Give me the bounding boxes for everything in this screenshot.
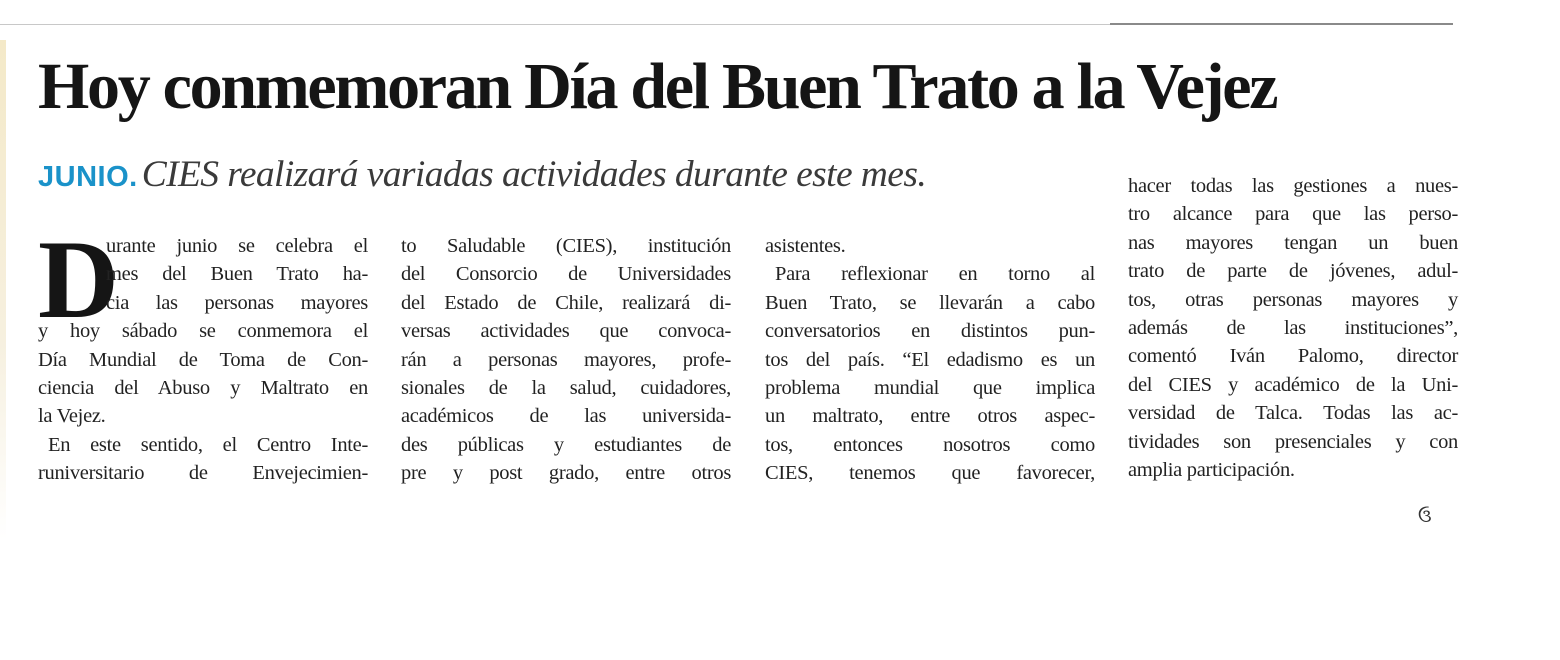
page-edge [0,40,6,540]
body-line: tos del país. “El edadismo es un [765,348,1095,371]
body-line: trato de parte de jóvenes, adul- [1128,260,1458,283]
subhead-text: CIES realizará variadas actividades durante este mes. [141,154,927,195]
body-line: Para reflexionar en torno al [775,263,1095,286]
body-line: y hoy sábado se conmemora el [38,320,368,343]
body-line: Buen Trato, se llevarán a cabo [765,291,1095,314]
top-rule-accent [1110,23,1453,25]
article-column-4 [1128,172,1458,484]
body-line: un maltrato, entre otros aspec- [765,405,1095,428]
body-line: Día Mundial de Toma de Con- [38,348,368,371]
body-line: amplia participación. [1128,458,1295,481]
body-line: además de las instituciones”, [1128,316,1458,339]
body-line: tividades son presenciales y con [1128,430,1458,453]
body-line: del Consorcio de Universidades [401,263,731,286]
body-line: ciencia del Abuso y Maltrato en [38,376,368,399]
body-line: comentó Iván Palomo, director [1128,345,1458,368]
body-line: del CIES y académico de la Uni- [1128,373,1458,396]
body-line: conversatorios en distintos pun- [765,320,1095,343]
article-column-2 [401,232,731,488]
subheading [38,148,1108,209]
body-line: académicos de las universida- [401,405,731,428]
body-line: del Estado de Chile, realizará di- [401,291,731,314]
body-line: versas actividades que convoca- [401,320,731,343]
body-line: sionales de la salud, cuidadores, [401,376,731,399]
body-line: hacer todas las gestiones a nues- [1128,175,1458,197]
body-line: asistentes. [765,235,846,257]
body-line: mes del Buen Trato ha- [106,263,368,286]
body-line: tro alcance para que las perso- [1128,203,1458,226]
body-line: tos, entonces nosotros como [765,433,1095,456]
body-line: versidad de Talca. Todas las ac- [1128,402,1458,425]
headline: Hoy conmemoran Día del Buen Trato a la Vejez [38,50,1277,123]
body-line: CIES, tenemos que favorecer, [765,462,1095,485]
body-line: En este sentido, el Centro Inte- [48,433,368,456]
kicker-label: JUNIO. [38,161,138,193]
article-column-3 [765,232,1095,488]
body-line: urante junio se celebra el [106,235,368,257]
body-line: cia las personas mayores [106,291,368,314]
drop-cap: D [38,218,119,342]
body-line: to Saludable (CIES), institución [401,235,731,257]
body-line: tos, otras personas mayores y [1128,288,1458,311]
body-line: des públicas y estudiantes de [401,433,731,456]
body-line: rán a personas mayores, profe- [401,348,731,371]
body-line: runiversitario de Envejecimien- [38,462,368,485]
body-line: nas mayores tengan un buen [1128,231,1458,254]
body-line: la Vejez. [38,405,106,428]
body-line: problema mundial que implica [765,376,1095,399]
end-mark-icon: ઉ [1418,506,1432,527]
article-column-1 [38,218,368,488]
body-line: pre y post grado, entre otros [401,462,731,485]
